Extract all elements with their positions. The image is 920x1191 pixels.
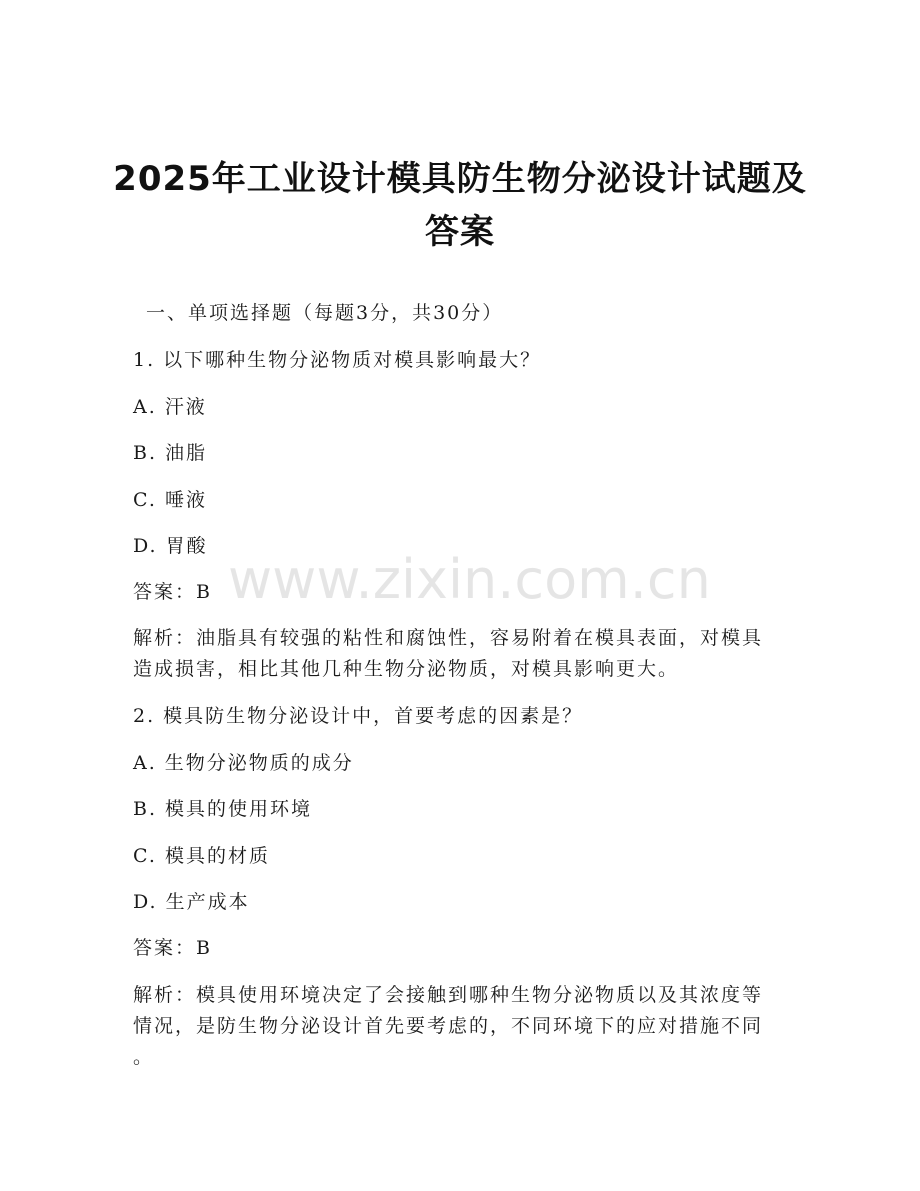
watermark-text: www.zixin.com.cn <box>228 548 711 611</box>
question-2-analysis-line-1: 解析：模具使用环境决定了会接触到哪种生物分泌物质以及其浓度等 <box>133 984 764 1006</box>
question-1-option-b: B. 油脂 <box>133 442 208 464</box>
question-1-stem: 1. 以下哪种生物分泌物质对模具影响最大？ <box>133 349 542 371</box>
document-title <box>60 153 860 259</box>
section-heading: 一、单项选择题（每题3分，共30分） <box>146 302 504 324</box>
question-1-answer: 答案：B <box>133 581 212 603</box>
question-2-option-a: A. 生物分泌物质的成分 <box>133 752 354 774</box>
question-1-option-d: D. 胃酸 <box>133 535 208 557</box>
question-1-analysis-line-1: 解析：油脂具有较强的粘性和腐蚀性，容易附着在模具表面，对模具 <box>133 627 764 649</box>
question-2-answer: 答案：B <box>133 937 212 959</box>
question-1-analysis-line-2: 造成损害，相比其他几种生物分泌物质，对模具影响更大。 <box>133 658 680 680</box>
question-2-analysis-line-2: 情况，是防生物分泌设计首先要考虑的，不同环境下的应对措施不同 <box>133 1015 764 1037</box>
title-line-2: 答案 <box>425 212 495 252</box>
question-2-option-c: C. 模具的材质 <box>133 845 270 867</box>
title-line-1: 2025年工业设计模具防生物分泌设计试题及 <box>113 159 807 199</box>
question-2-option-b: B. 模具的使用环境 <box>133 798 313 820</box>
question-2-option-d: D. 生产成本 <box>133 891 250 913</box>
question-2-stem: 2. 模具防生物分泌设计中，首要考虑的因素是？ <box>133 705 584 727</box>
question-1-option-a: A. 汗液 <box>133 396 207 418</box>
question-1-option-c: C. 唾液 <box>133 489 207 511</box>
question-2-analysis-line-3: 。 <box>133 1046 155 1068</box>
